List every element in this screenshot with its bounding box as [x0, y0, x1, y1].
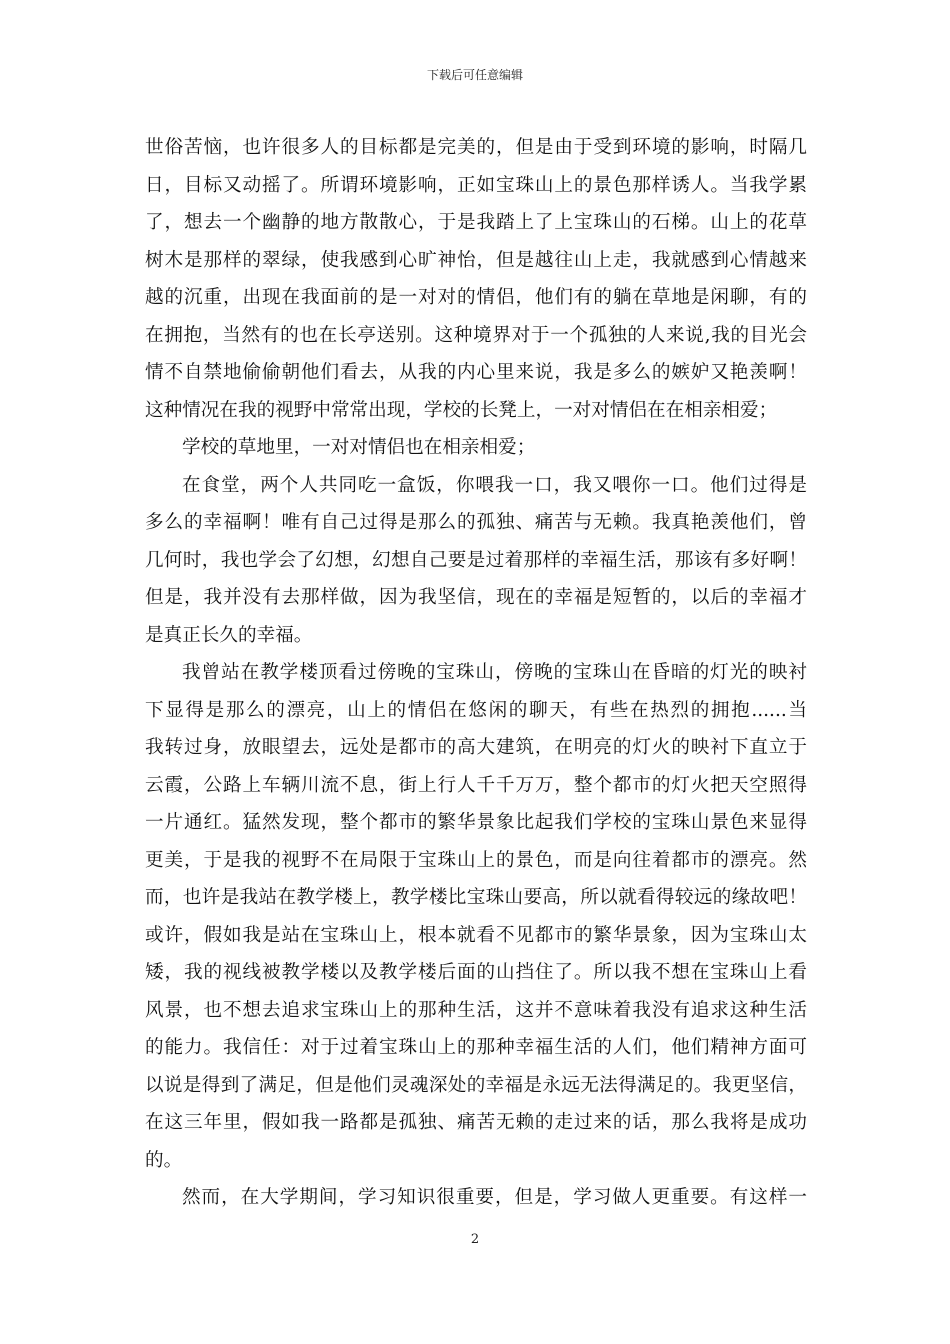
text-line: 我转过身，放眼望去，远处是都市的高大建筑，在明亮的灯火的映衬下直立于	[145, 737, 807, 758]
text-line: 几何时，我也学会了幻想，幻想自己要是过着那样的幸福生活，那该有多好啊！	[145, 549, 807, 571]
text-line: 的。	[145, 1149, 183, 1171]
page-header: 下载后可任意编辑	[426, 68, 523, 82]
text-line: 我曾站在教学楼顶看过傍晚的宝珠山，傍晚的宝珠山在昏暗的灯光的映衬	[182, 662, 807, 683]
text-line: 而，也许是我站在教学楼上，教学楼比宝珠山要高，所以就看得较远的缘故吧！	[145, 887, 807, 908]
text-line: 下显得是那么的漂亮，山上的情侣在悠闲的聊天，有些在热烈的拥抱......当	[145, 699, 807, 721]
text-line: 在拥抱，当然有的也在长亭送别。这种境界对于一个孤独的人来说,我的目光会	[145, 324, 807, 346]
text-line: 或许，假如我是站在宝珠山上，根本就看不见都市的繁华景象，因为宝珠山太	[145, 924, 807, 946]
text-line: 在这三年里，假如我一路都是孤独、痛苦无赖的走过来的话，那么我将是成功	[145, 1112, 807, 1133]
text-line: 树木是那样的翠绿，使我感到心旷神怡，但是越往山上走，我就感到心情越来	[145, 249, 807, 271]
text-line: 云霞，公路上车辆川流不息，街上行人千千万万，整个都市的灯火把天空照得	[145, 774, 807, 796]
text-line: 一片通红。猛然发现，整个都市的繁华景象比起我们学校的宝珠山景色来显得	[145, 812, 807, 833]
text-line: 更美，于是我的视野不在局限于宝珠山上的景色，而是向往着都市的漂亮。然	[145, 849, 807, 871]
text-line: 在食堂，两个人共同吃一盒饭，你喂我一口，我又喂你一口。他们过得是	[182, 474, 807, 496]
text-line: 多么的幸福啊！唯有自己过得是那么的孤独、痛苦与无赖。我真艳羡他们，曾	[145, 512, 807, 533]
text-line: 越的沉重，出现在我面前的是一对对的情侣，他们有的躺在草地是闲聊，有的	[145, 287, 807, 308]
text-line: 但是，我并没有去那样做，因为我坚信，现在的幸福是短暂的，以后的幸福才	[145, 587, 807, 608]
text-line: 矮，我的视线被教学楼以及教学楼后面的山挡住了。所以我不想在宝珠山上看	[145, 962, 807, 983]
text-line: 以说是得到了满足，但是他们灵魂深处的幸福是永远无法得满足的。我更坚信，	[145, 1074, 807, 1096]
body-text	[145, 129, 807, 1217]
text-line: 风景，也不想去追求宝珠山上的那种生活，这并不意味着我没有追求这种生活	[145, 999, 807, 1021]
text-line: 是真正长久的幸福。	[145, 624, 313, 646]
page-number: 2	[470, 1232, 480, 1247]
text-line: 世俗苦恼，也许很多人的目标都是完美的，但是由于受到环境的影响，时隔几	[145, 137, 807, 158]
text-line: 日，目标又动摇了。所谓环境影响，正如宝珠山上的景色那样诱人。当我学累	[145, 174, 807, 196]
text-line: 这种情况在我的视野中常常出现，学校的长凳上，一对对情侣在在相亲相爱；	[145, 399, 778, 421]
text-line: 然而，在大学期间，学习知识很重要，但是，学习做人更重要。有这样一	[182, 1187, 807, 1208]
text-line: 学校的草地里，一对对情侣也在相亲相爱；	[182, 437, 536, 458]
text-line: 情不自禁地偷偷朝他们看去，从我的内心里来说，我是多么的嫉妒又艳羡啊！	[145, 362, 807, 383]
text-line: 了，想去一个幽静的地方散散心，于是我踏上了上宝珠山的石梯。山上的花草	[145, 212, 807, 233]
text-line: 的能力。我信任：对于过着宝珠山上的那种幸福生活的人们，他们精神方面可	[145, 1037, 807, 1058]
